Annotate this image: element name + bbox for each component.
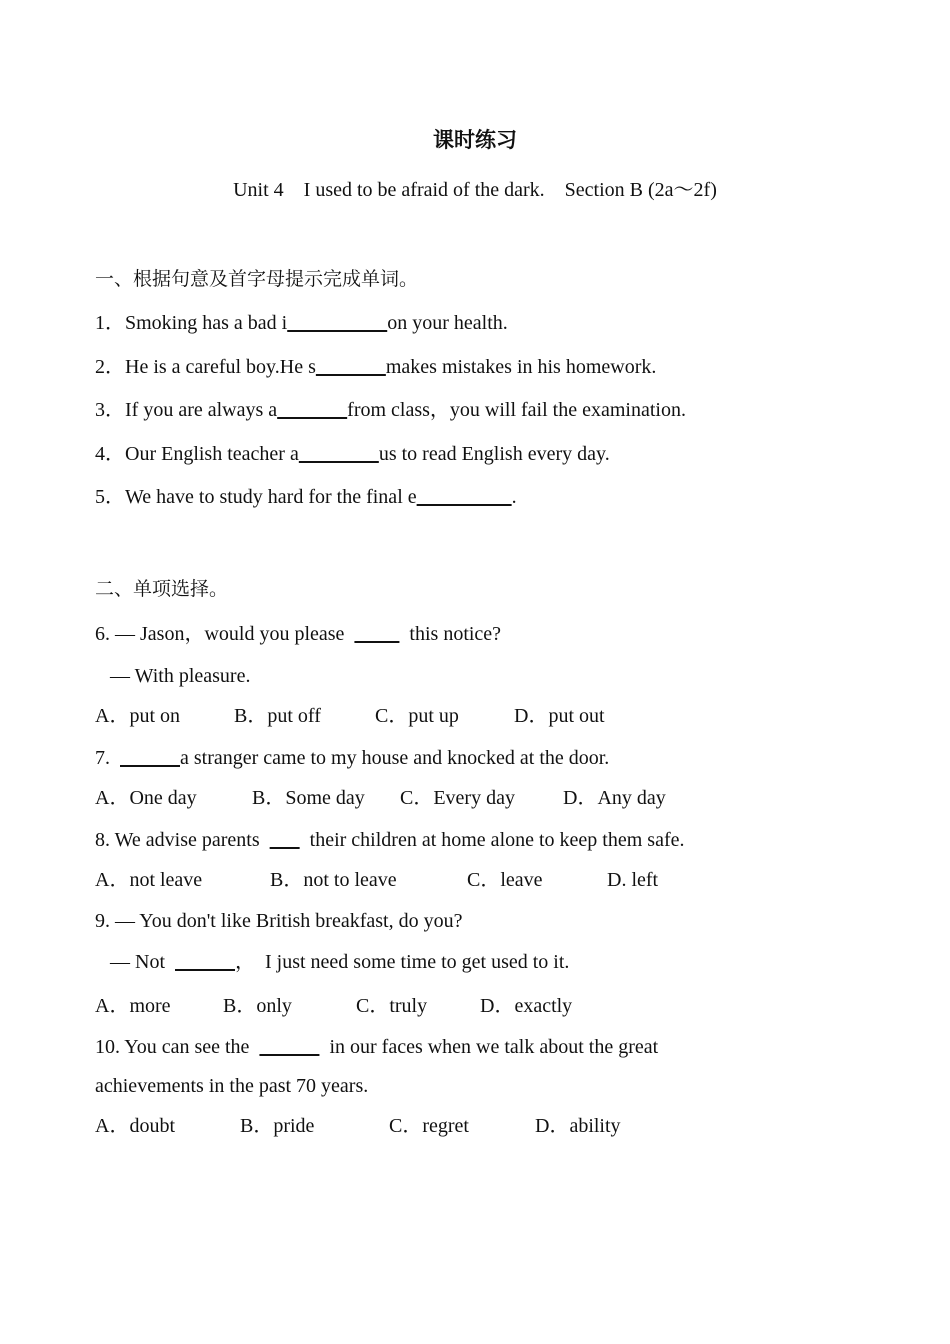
option-d: D．Any day <box>563 787 666 809</box>
question-9: 9. — You don't like British breakfast, do you? <box>95 910 463 932</box>
answer-blank <box>299 443 379 465</box>
answer-blank <box>259 1036 319 1058</box>
option-b: B．not to leave <box>270 869 397 891</box>
answer-blank <box>316 356 386 378</box>
answer-blank <box>417 486 512 508</box>
option-a: A．doubt <box>95 1115 175 1137</box>
page-subtitle: Unit 4 I used to be afraid of the dark. Section B (2a～2f) <box>233 179 717 201</box>
question-8: 8. We advise parents their children at home alone to keep them safe. <box>95 829 685 851</box>
question-7: 7. a stranger came to my house and knocked at the door. <box>95 747 610 769</box>
option-a: A．not leave <box>95 869 203 891</box>
question-6-reply: — With pleasure. <box>95 665 251 687</box>
question-10-line2: achievements in the past 70 years. <box>95 1075 369 1097</box>
section1-heading: 一、根据句意及首字母提示完成单词。 <box>95 268 419 290</box>
question-3: 3．If you are always a from class，you will fail the examination. <box>95 399 686 421</box>
option-b: B．put off <box>234 705 321 727</box>
option-a: A．more <box>95 995 171 1017</box>
option-a: A．put on <box>95 705 180 727</box>
answer-blank <box>277 399 347 421</box>
option-a: A．One day <box>95 787 197 809</box>
question-6: 6. — Jason，would you please this notice? <box>95 623 502 645</box>
option-c: C．leave <box>467 869 543 891</box>
answer-blank <box>120 747 180 769</box>
answer-blank <box>354 623 399 645</box>
option-d: D．ability <box>535 1115 621 1137</box>
answer-blank <box>270 829 300 851</box>
question-9-reply: — Not ， I just need some time to get used to it. <box>95 951 570 973</box>
option-d: D．put out <box>514 705 605 727</box>
option-c: C．truly <box>356 995 428 1017</box>
answer-blank <box>175 951 235 973</box>
page-title: 课时练习 <box>433 128 517 152</box>
option-b: B．pride <box>240 1115 315 1137</box>
option-b: B．Some day <box>252 787 365 809</box>
question-5: 5．We have to study hard for the final e . <box>95 486 517 508</box>
section2-heading: 二、单项选择。 <box>95 578 229 600</box>
question-1: 1．Smoking has a bad i on your health. <box>95 312 508 334</box>
option-c: C．regret <box>389 1115 469 1137</box>
question-4: 4．Our English teacher a us to read English every day. <box>95 443 610 465</box>
option-b: B．only <box>223 995 292 1017</box>
option-c: C．Every day <box>400 787 515 809</box>
option-d: D. left <box>607 869 659 891</box>
option-c: C．put up <box>375 705 459 727</box>
answer-blank <box>287 312 387 334</box>
option-d: D．exactly <box>480 995 573 1017</box>
question-10: 10. You can see the in our faces when we talk about the great <box>95 1036 659 1058</box>
question-2: 2．He is a careful boy.He s makes mistakes in his homework. <box>95 356 657 378</box>
